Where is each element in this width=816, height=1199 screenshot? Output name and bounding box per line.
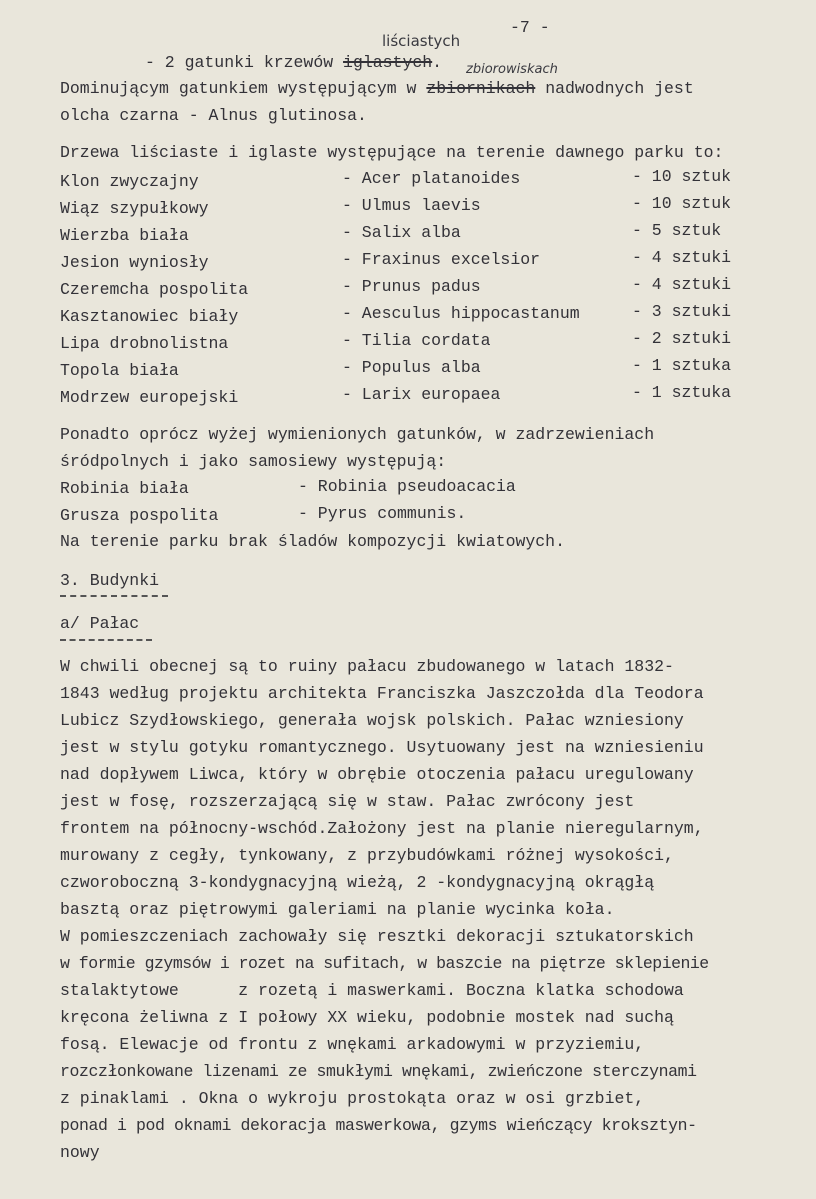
section-heading-budynki: 3. Budynki	[60, 571, 160, 590]
struck-word-iglastych: iglastych	[343, 53, 433, 72]
body-line: nowy	[60, 1143, 100, 1162]
tree-polish-name: Topola biała	[60, 361, 179, 380]
body-line: rozczłonkowane lizenami ze smukłymi wnękami, zwieńczone sterczynami	[60, 1062, 697, 1081]
tree-count: - 10 sztuk	[632, 194, 732, 213]
tree-latin-name: - Larix europaea	[342, 385, 501, 404]
body-line: fosą. Elewacje od frontu z wnękami arkadowymi w przyziemiu,	[60, 1035, 645, 1054]
intro-line-3: olcha czarna - Alnus glutinosa.	[60, 106, 367, 125]
body-line: basztą oraz piętrowymi galeriami na planie wycinka koła.	[60, 900, 615, 919]
tree-latin-name: - Aesculus hippocastanum	[342, 304, 580, 323]
tree-latin-name: - Salix alba	[342, 223, 461, 242]
body-line: kręcona żeliwna z I połowy XX wieku, podobnie mostek nad suchą	[60, 1008, 674, 1027]
body-line: z pinaklami . Okna o wykroju prostokąta oraz w osi grzbiet,	[60, 1089, 645, 1108]
subsection-heading-underline	[60, 639, 152, 641]
body-line: w formie gzymsów i rozet na sufitach, w baszcie na piętrze sklepienie	[60, 954, 709, 973]
tree-latin-name: - Acer platanoides	[342, 169, 521, 188]
intro-line-2-text-a: Dominującym gatunkiem występującym w	[60, 79, 417, 98]
intro-line-1-end: .	[432, 53, 443, 72]
section-heading-underline	[60, 595, 168, 597]
tree-count: - 2 sztuki	[632, 329, 732, 348]
tree-count: - 4 sztuki	[632, 275, 732, 294]
handwritten-correction-lisciastych: liściastych	[382, 32, 461, 50]
body-line: W chwili obecnej są to ruiny pałacu zbudowanego w latach 1832-	[60, 657, 674, 676]
extra-line-2: śródpolnych i jako samosiewy występują:	[60, 452, 447, 471]
tree-count: - 1 sztuka	[632, 356, 732, 375]
tree-latin-name: - Tilia cordata	[342, 331, 491, 350]
tree-latin-name: - Populus alba	[342, 358, 481, 377]
tree-polish-name: Kasztanowiec biały	[60, 307, 239, 326]
intro-line-2	[60, 78, 694, 100]
tree-polish-name: Lipa drobnolistna	[60, 334, 229, 353]
body-line: murowany z cegły, tynkowany, z przybudówkami różnej wysokości,	[60, 846, 674, 865]
body-line: 1843 według projektu architekta Franciszka Jaszczołda dla Teodora	[60, 684, 704, 703]
extra-polish-name: Robinia biała	[60, 479, 189, 498]
body-line: jest w stylu gotyku romantycznego. Usytuowany jest na wzniesieniu	[60, 738, 704, 757]
extra-latin-name: - Robinia pseudoacacia	[298, 477, 516, 496]
intro-line-2-text-b: nadwodnych jest	[545, 79, 694, 98]
body-line: czworoboczną 3-kondygnacyjną wieżą, 2 -kondygnacyjną okrągłą	[60, 873, 655, 892]
tree-count: - 3 sztuki	[632, 302, 732, 321]
tree-count: - 10 sztuk	[632, 167, 732, 186]
tree-polish-name: Klon zwyczajny	[60, 172, 199, 191]
extra-latin-name: - Pyrus communis.	[298, 504, 467, 523]
tree-count: - 5 sztuk	[632, 221, 722, 240]
extra-polish-name: Grusza pospolita	[60, 506, 219, 525]
tree-polish-name: Modrzew europejski	[60, 388, 239, 407]
tree-count: - 4 sztuki	[632, 248, 732, 267]
tree-polish-name: Jesion wyniosły	[60, 253, 209, 272]
body-line: nad dopływem Liwca, który w obrębie otoczenia pałacu uregulowany	[60, 765, 694, 784]
tree-latin-name: - Prunus padus	[342, 277, 481, 296]
struck-word-zbiornikach: zbiornikach	[426, 79, 536, 98]
body-line: stalaktytowe z rozetą i maswerkami. Boczna klatka schodowa	[60, 981, 684, 1000]
handwritten-correction-zbiorowiskach: zbiorowiskach	[466, 62, 558, 77]
tree-count: - 1 sztuka	[632, 383, 732, 402]
body-line: frontem na północny-wschód.Założony jest na planie nieregularnym,	[60, 819, 704, 838]
trees-heading: Drzewa liściaste i iglaste występujące na terenie dawnego parku to:	[60, 143, 724, 162]
body-line: Lubicz Szydłowskiego, generała wojsk polskich. Pałac wzniesiony	[60, 711, 684, 730]
page-number: -7 -	[510, 18, 550, 37]
body-line: ponad i pod oknami dekoracja maswerkowa, gzyms wieńczący kroksztyn-	[60, 1116, 697, 1135]
tree-latin-name: - Ulmus laevis	[342, 196, 481, 215]
tree-latin-name: - Fraxinus excelsior	[342, 250, 541, 269]
extra-line-3: Na terenie parku brak śladów kompozycji kwiatowych.	[60, 532, 565, 551]
tree-polish-name: Czeremcha pospolita	[60, 280, 249, 299]
body-line: W pomieszczeniach zachowały się resztki dekoracji sztukatorskich	[60, 927, 694, 946]
intro-line-1-text: - 2 gatunki krzewów	[145, 53, 334, 72]
body-line: jest w fosę, rozszerzającą się w staw. Pałac zwrócony jest	[60, 792, 635, 811]
subsection-heading-palac: a/ Pałac	[60, 614, 140, 633]
tree-polish-name: Wierzba biała	[60, 226, 189, 245]
intro-line-1	[145, 52, 442, 74]
tree-polish-name: Wiąz szypułkowy	[60, 199, 209, 218]
extra-line-1: Ponadto oprócz wyżej wymienionych gatunków, w zadrzewieniach	[60, 425, 655, 444]
